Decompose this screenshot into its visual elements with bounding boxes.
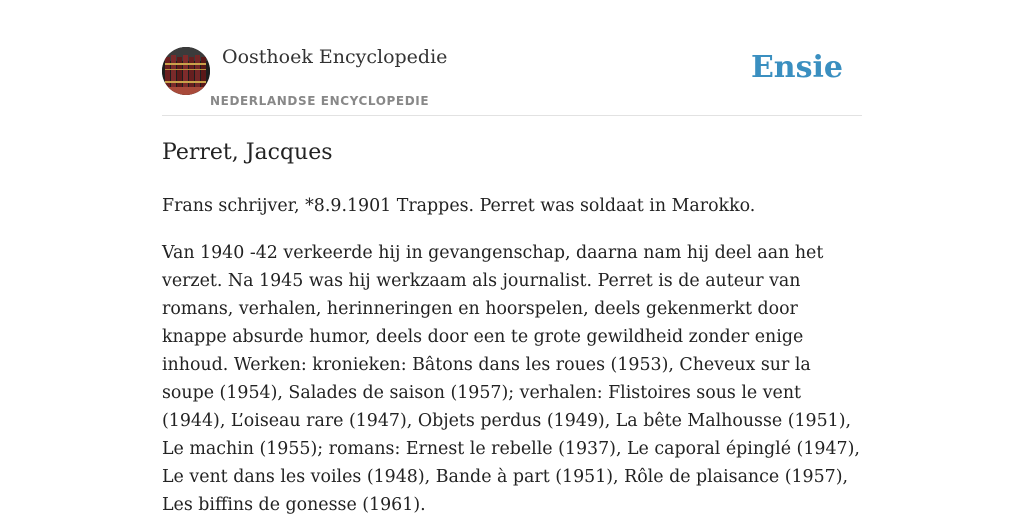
encyclopedia-books-icon[interactable] bbox=[162, 47, 210, 95]
brand-logo-link[interactable]: Ensie bbox=[750, 50, 843, 85]
site-title[interactable]: Oosthoek Encyclopedie bbox=[222, 46, 448, 68]
page bbox=[162, 0, 862, 515]
article-title: Perret, Jacques bbox=[162, 140, 333, 165]
site-subtitle: NEDERLANDSE ENCYCLOPEDIE bbox=[210, 94, 430, 108]
article-paragraph: Frans schrijver, *8.9.1901 Trappes. Perret was soldaat in Marokko. bbox=[162, 196, 756, 216]
article-paragraph: Van 1940 -42 verkeerde hij in gevangenschap, daarna nam hij deel aan het verzet. Na 1945 was hij werkzaam als journalist. Perret is de auteur van romans, verhalen, herinneringen en hoorspelen, deels gekenmerkt door knappe absurde humor, deels door een te grote gewildheid zonder enige inhoud. Werken: kronieken: Bâtons dans les roues (1953), Cheveux sur la soupe (1954), Salades de saison (1957); verhalen: Flistoires sous le vent (1944), L’oiseau rare (1947), Objets perdus (1949), La bête Malhousse (1951), Le machin (1955); romans: Ernest le rebelle (1937), Le caporal épinglé (1947), Le vent dans les voiles (1948), Bande à part (1951), Rôle de plaisance (1957), Les biffins de gonesse (1961). bbox=[162, 243, 860, 515]
site-header bbox=[162, 0, 862, 116]
